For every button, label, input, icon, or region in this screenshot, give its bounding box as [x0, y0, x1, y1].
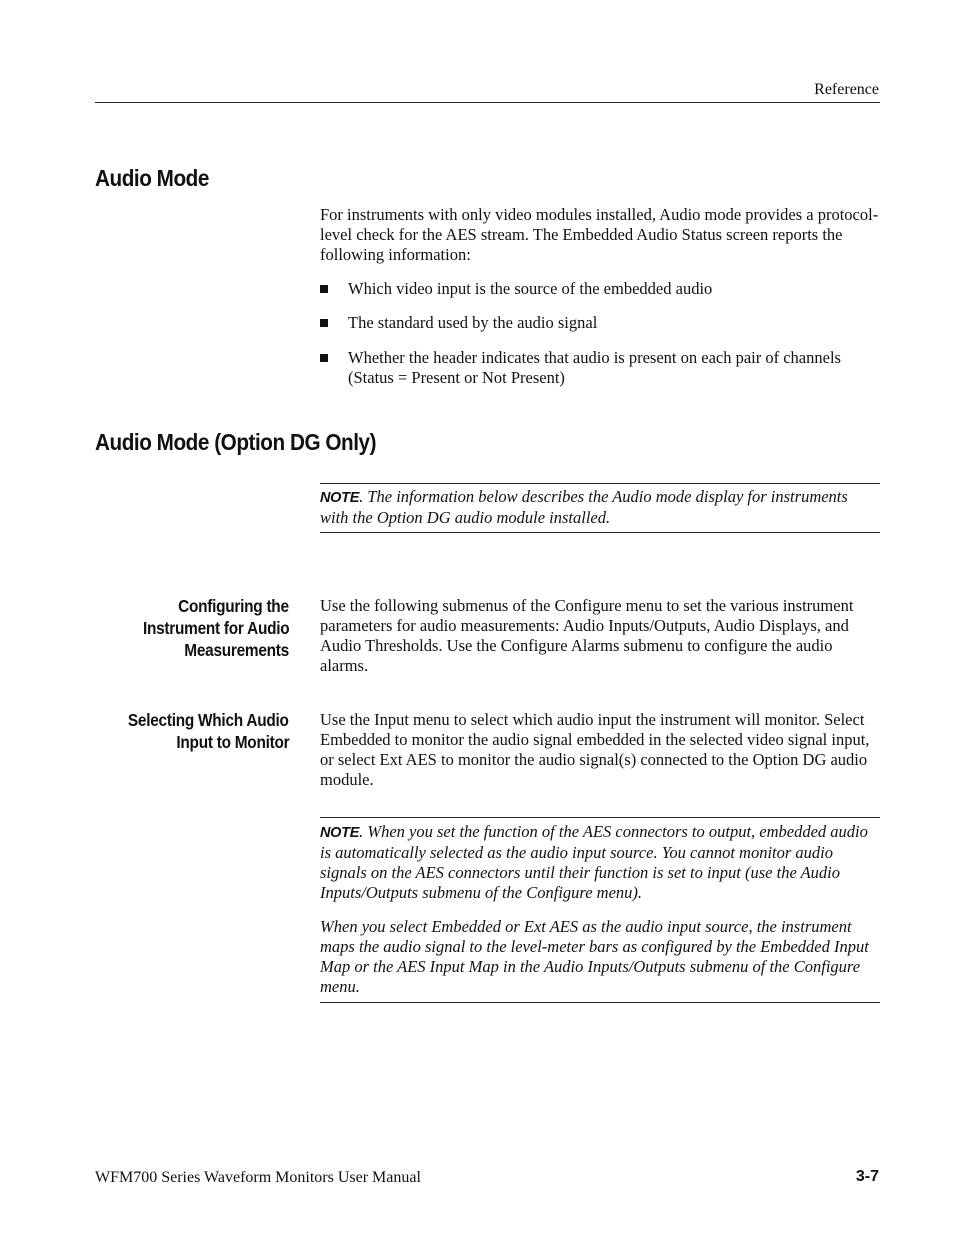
subheading-line: Selecting Which Audio — [128, 710, 289, 730]
audio-mode-intro: For instruments with only video modules installed, Audio mode provides a protocol-level check for the AES stream. The Embedded Audio Status screen reports the following information: — [320, 205, 879, 264]
note-aes-continued: When you select Embedded or Ext AES as the audio input source, the instrument maps the audio signal to the level-meter bars as configured by the Embedded Input Map or the AES Input Map in the Audio Inputs/Outputs submenu of the Configure menu. — [320, 917, 869, 996]
note-label: NOTE — [320, 490, 360, 506]
note-aes — [320, 822, 880, 903]
list-item-text: The standard used by the audio signal — [348, 313, 598, 332]
selecting-text: Use the Input menu to select which audio input the instrument will monitor. Select Embedded to monitor the audio signal embedded in the selected video signal input, or select Ext AES to monitor the audio signal(s) connected to the Option DG audio module. — [320, 710, 870, 789]
subheading-selecting — [95, 709, 289, 753]
subheading-line: Instrument for Audio — [142, 618, 289, 638]
header-rule — [95, 102, 880, 103]
note-text: . When you set the function of the AES connectors to output, embedded audio is automatically selected as the audio input source. You cannot monitor audio signals on the AES connectors until their function is set to input (use the Audio Inputs/Outputs submenu of the Configure menu). — [320, 822, 868, 902]
note-text: . The information below describes the Audio mode display for instruments with the Option DG audio module installed. — [320, 487, 848, 527]
bullet-marker — [320, 354, 328, 362]
subheading-line: Measurements — [184, 640, 289, 660]
list-item-text: Whether the header indicates that audio is present on each pair of channels (Status = Present or Not Present) — [348, 348, 841, 387]
subheading-configuring — [95, 595, 289, 661]
note-bottom-rule — [320, 1002, 880, 1003]
note-bottom-rule — [320, 532, 880, 533]
page-number: 3-7 — [855, 1168, 879, 1185]
footer-manual-title: WFM700 Series Waveform Monitors User Manual — [95, 1169, 421, 1186]
note-top-rule — [320, 483, 880, 484]
list-item-text: Which video input is the source of the embedded audio — [348, 279, 713, 298]
bullet-marker — [320, 319, 328, 327]
subheading-line: Input to Monitor — [176, 732, 289, 752]
configuring-text: Use the following submenus of the Configure menu to set the various instrument parameters for audio measurements: Audio Inputs/Outputs, Audio Displays, and Audio Thresholds. Use the Configure Alarms submenu to configure the audio alarms. — [320, 596, 854, 675]
section-title-audio-mode: Audio Mode — [95, 165, 209, 191]
note-dg — [320, 487, 880, 528]
section-title-audio-mode-dg: Audio Mode (Option DG Only) — [95, 429, 377, 455]
bullet-marker — [320, 285, 328, 293]
note-top-rule — [320, 817, 880, 818]
subheading-line: Configuring the — [178, 596, 289, 616]
running-header: Reference — [814, 81, 879, 98]
note-label: NOTE — [320, 825, 360, 841]
